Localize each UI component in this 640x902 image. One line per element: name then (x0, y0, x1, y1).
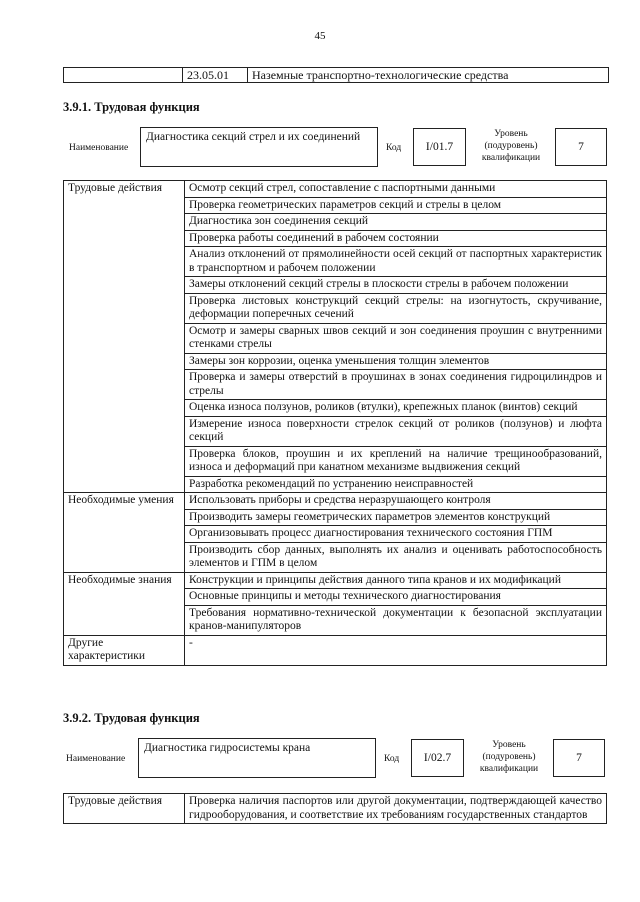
item-cell: - (185, 635, 607, 665)
table-row (64, 493, 607, 510)
name-label: Наименование (66, 754, 126, 764)
item-cell: Осмотр секций стрел, сопоставление с паспортными данными (185, 181, 607, 198)
section-title: 3.9.2. Трудовая функция (63, 711, 200, 725)
qualification-level-box: 7 (553, 739, 605, 777)
labor-function-table (63, 180, 607, 666)
level-label-line: Уровень (492, 740, 526, 750)
level-label-line: квалификации (479, 764, 539, 774)
item-cell: Разработка рекомендаций по устранению неисправностей (185, 476, 607, 493)
code-label: Код (384, 754, 400, 764)
item-cell: Проверка работы соединений в рабочем состоянии (185, 230, 607, 247)
category-cell: Необходимые умения (64, 493, 185, 573)
item-cell: Проверка геометрических параметров секций и стрелы в целом (185, 197, 607, 214)
item-cell: Замеры отклонений секций стрелы в плоскости стрелы в рабочем положении (185, 277, 607, 294)
level-label-line: (подуровень) (482, 752, 536, 762)
level-label-line: (подуровень) (484, 141, 538, 151)
name-label: Наименование (69, 143, 129, 153)
level-label (470, 739, 548, 775)
function-name-box: Диагностика гидросистемы крана (138, 738, 376, 778)
function-name-box: Диагностика секций стрел и их соединений (140, 127, 378, 167)
item-cell: Проверка и замеры отверстий в проушинах в зонах соединения гидроцилиндров и стрелы (185, 370, 607, 400)
specialty-name: Наземные транспортно-технологические средства (248, 68, 609, 83)
qualification-level-box: 7 (555, 128, 607, 166)
item-cell: Производить сбор данных, выполнять их анализ и оценивать работоспособность элементов и ГПМ в целом (185, 542, 607, 572)
category-cell: Другие характеристики (64, 635, 185, 665)
item-cell: Замеры зон коррозии, оценка уменьшения толщин элементов (185, 353, 607, 370)
category-cell: Трудовые действия (64, 181, 185, 493)
item-cell: Конструкции и принципы действия данного типа кранов и их модификаций (185, 572, 607, 589)
table-row (64, 794, 607, 824)
item-cell: Требования нормативно-технической документации к безопасной эксплуатации кранов-манипуляторов (185, 605, 607, 635)
item-cell: Основные принципы и методы технического диагностирования (185, 589, 607, 606)
item-cell: Проверка блоков, проушин и их креплений на наличие трещинообразований, износа и деформаций при канатном механизме выдвижения секций (185, 446, 607, 476)
function-code-box: I/02.7 (411, 739, 464, 777)
code-label: Код (386, 143, 402, 153)
specialty-code: 23.05.01 (183, 68, 248, 83)
table-row (64, 572, 607, 589)
level-label (472, 128, 550, 164)
item-cell: Анализ отклонений от прямолинейности осей секций от паспортных характеристик в транспортном и рабочем положении (185, 247, 607, 277)
level-label-line: Уровень (494, 129, 528, 139)
category-cell: Трудовые действия (64, 794, 185, 824)
labor-function-table (63, 793, 607, 824)
category-cell: Необходимые знания (64, 572, 185, 635)
item-cell: Диагностика зон соединения секций (185, 214, 607, 231)
table-cell-empty (64, 68, 183, 83)
item-cell: Оценка износа ползунов, роликов (втулки), крепежных планок (винтов) секций (185, 400, 607, 417)
item-cell: Организовывать процесс диагностирования технического состояния ГПМ (185, 526, 607, 543)
item-cell: Проверка наличия паспортов или другой документации, подтверждающей качество гидрооборудования, и соответствие их требованиям государственных стандартов (185, 794, 607, 824)
table-row (64, 635, 607, 665)
item-cell: Производить замеры геометрических параметров элементов конструкций (185, 509, 607, 526)
specialty-code-row (64, 68, 609, 83)
table-row (64, 181, 607, 198)
item-cell: Использовать приборы и средства неразрушающего контроля (185, 493, 607, 510)
item-cell: Осмотр и замеры сварных швов секций и зон соединения проушин с внутренними стенками стрелы (185, 323, 607, 353)
specialty-code-table (63, 67, 609, 83)
item-cell: Проверка листовых конструкций секций стрелы: на изогнутость, скручивание, деформации поперечных сечений (185, 293, 607, 323)
page-number: 45 (314, 30, 326, 42)
level-label-line: квалификации (481, 153, 541, 163)
section-title: 3.9.1. Трудовая функция (63, 100, 200, 114)
function-code-box: I/01.7 (413, 128, 466, 166)
item-cell: Измерение износа поверхности стрелок секций от роликов (ползунов) и люфта секций (185, 416, 607, 446)
